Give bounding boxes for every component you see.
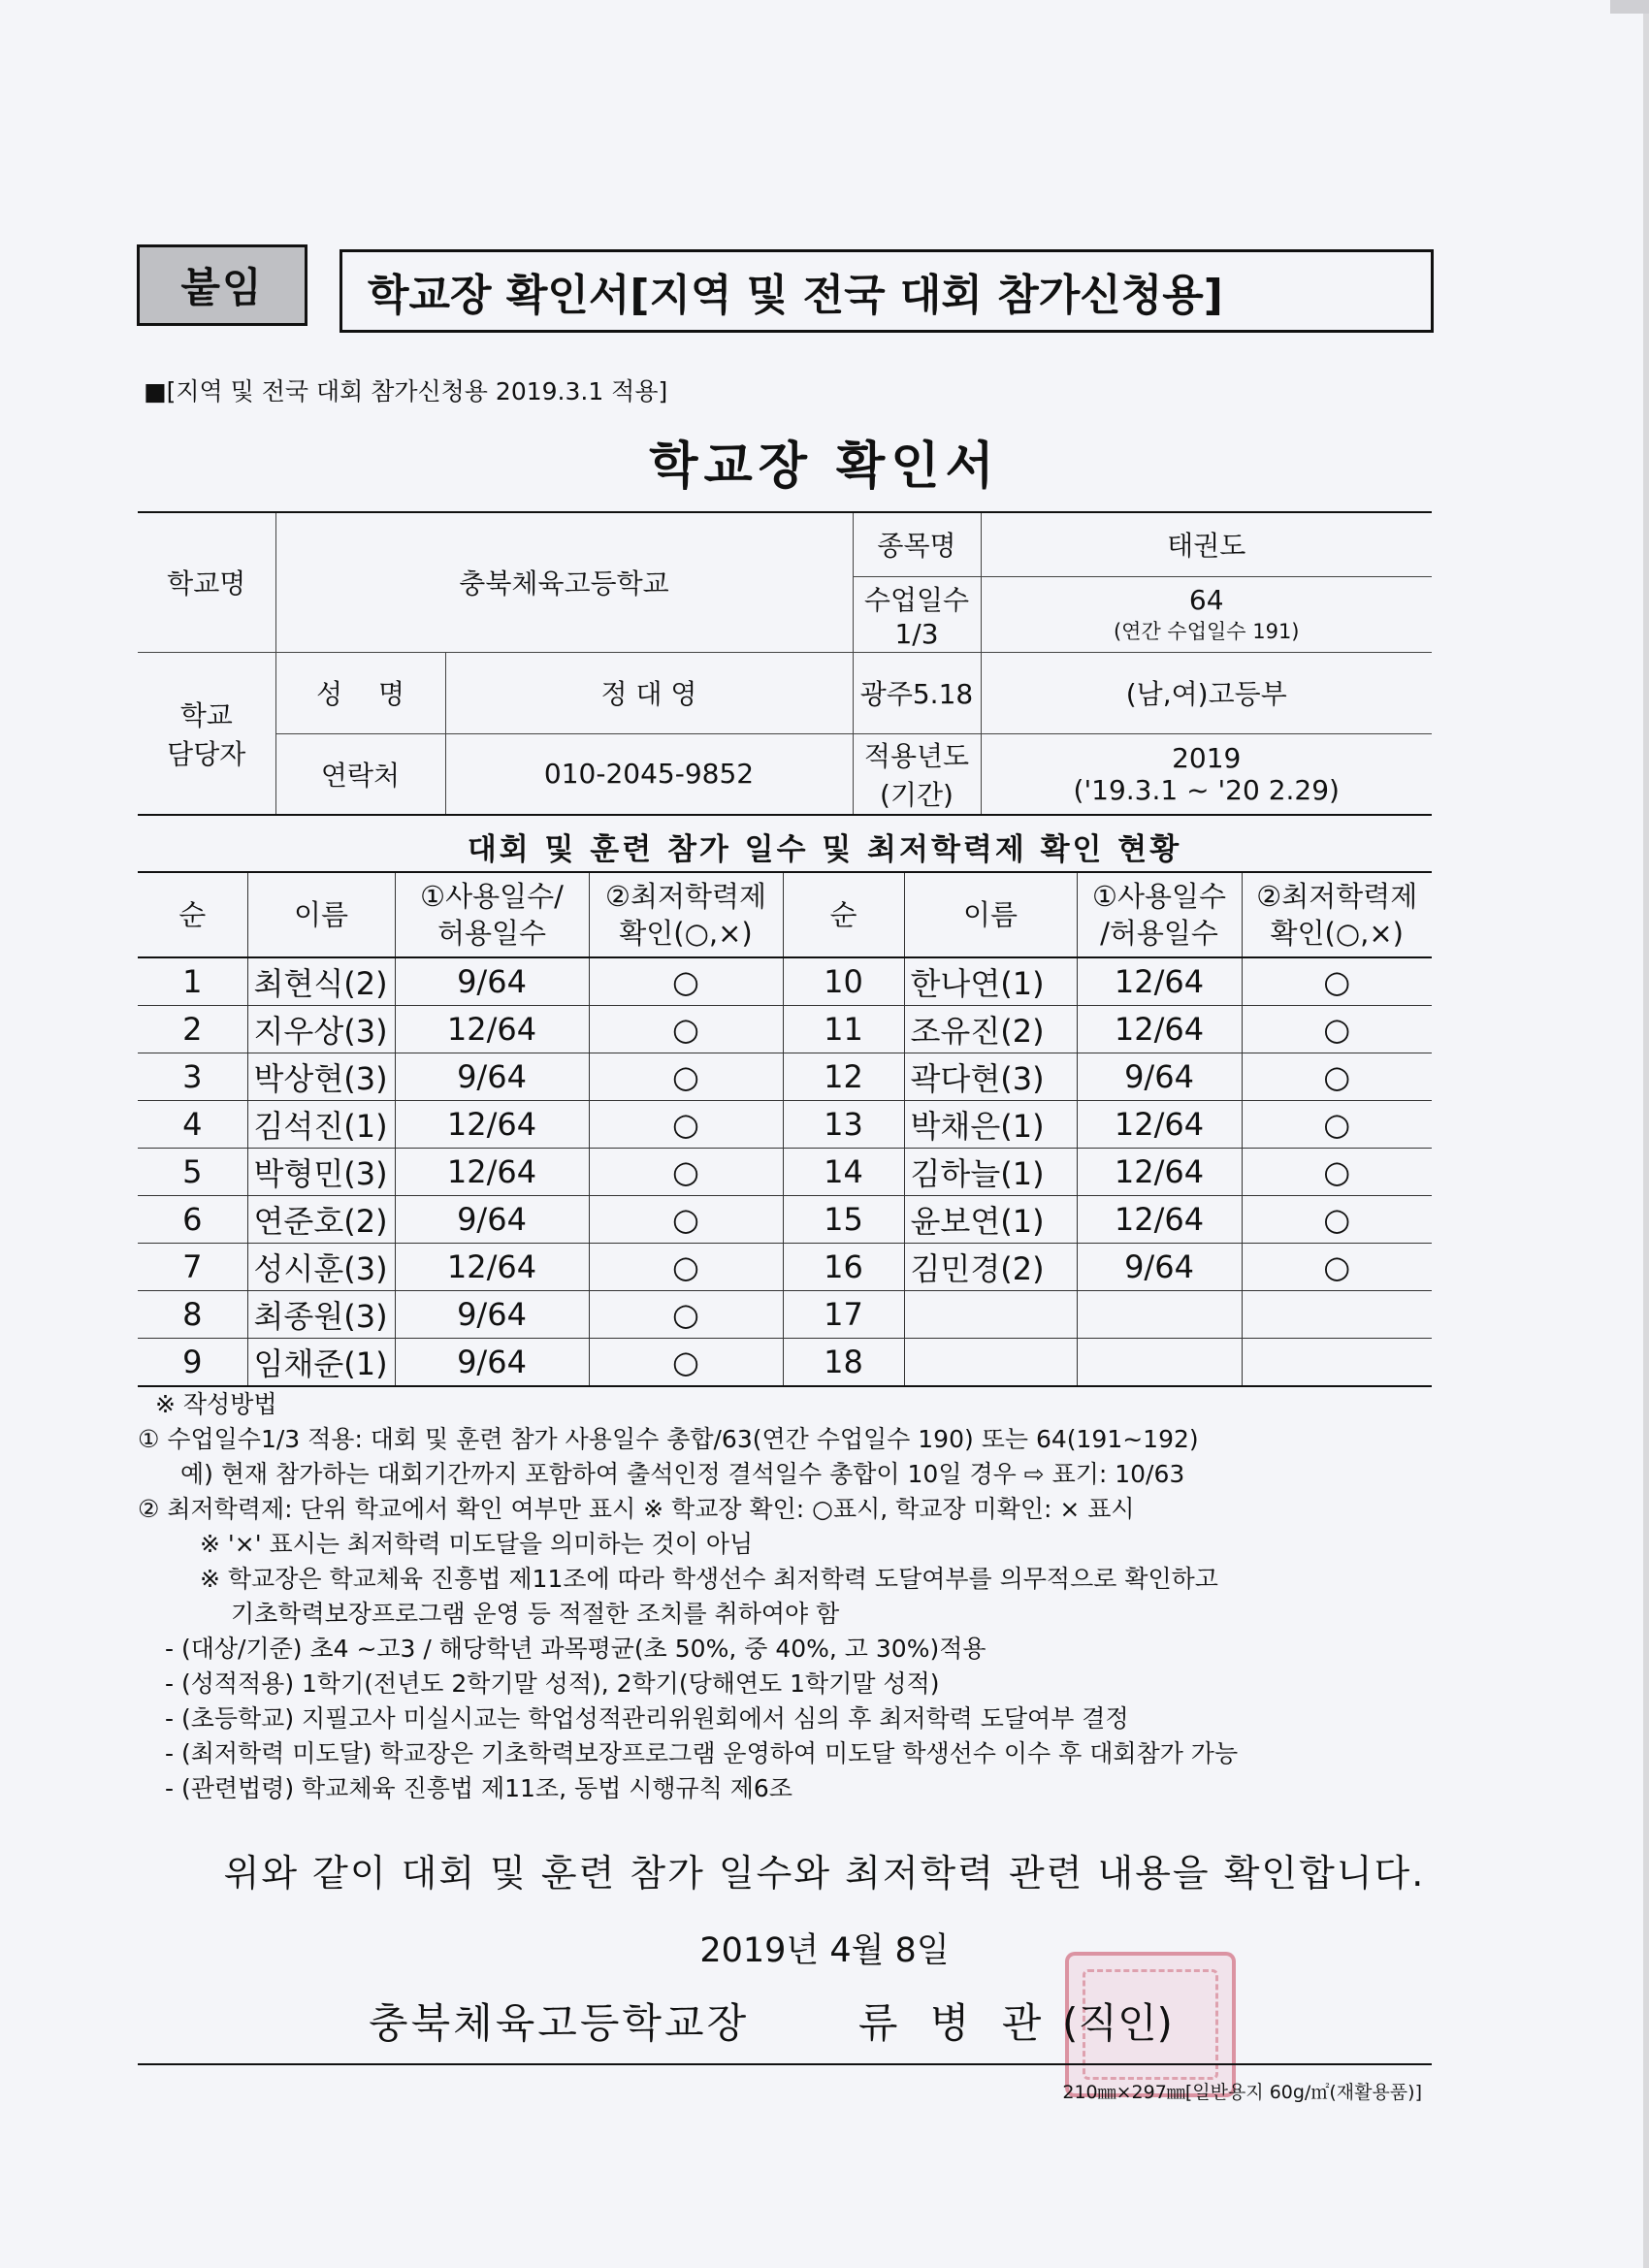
- contact-label-line1: 학교: [179, 698, 233, 731]
- row-no-right: 10: [783, 957, 904, 1006]
- header-days-right-line2: /허용일수: [1100, 917, 1218, 950]
- school-info-table: [138, 511, 1432, 816]
- min-academic-check-right: ○: [1242, 1006, 1432, 1053]
- roster-row: [138, 1196, 1432, 1244]
- header-check-line1: ②최저학력제: [604, 880, 767, 913]
- header-days-line1: ①사용일수/: [420, 880, 564, 913]
- row-no-right: 18: [783, 1339, 904, 1387]
- student-name-right: [904, 1339, 1077, 1387]
- signer-name: 류 병 관: [857, 1999, 1045, 2047]
- seal-label: (직인): [1062, 1999, 1173, 2047]
- guide-line: ② 최저학력제: 단위 학교에서 확인 여부만 표시 ※ 학교장 확인: ○표시, 학교장 미확인: × 표시: [138, 1495, 1135, 1523]
- row-no: 7: [138, 1244, 247, 1291]
- row-no-right: 17: [783, 1291, 904, 1339]
- student-name: 연준호(2): [247, 1196, 395, 1244]
- signer-school: 충북체육고등학교장: [369, 1999, 750, 2047]
- used-days: 9/64: [395, 1291, 589, 1339]
- days-label-line2: 1/3: [894, 617, 939, 650]
- contact-label-line2: 담당자: [167, 737, 246, 770]
- days-label: [853, 576, 981, 652]
- min-academic-check: ○: [589, 1291, 783, 1339]
- guide-line: - (최저학력 미도달) 학교장은 기초학력보장프로그램 운영하여 미도달 학생선수 이수 후 대회참가 가능: [165, 1739, 1239, 1767]
- min-academic-check: ○: [589, 1196, 783, 1244]
- confirmation-statement: 위와 같이 대회 및 훈련 참가 일수와 최저학력 관련 내용을 확인합니다.: [223, 1852, 1426, 1895]
- roster-row: [138, 1339, 1432, 1387]
- competition-label: 광주5.18: [853, 652, 981, 733]
- year-label-line1: 적용년도: [863, 739, 970, 772]
- used-days-right: [1077, 1291, 1242, 1339]
- used-days-right: [1077, 1339, 1242, 1387]
- row-no-right: 12: [783, 1053, 904, 1101]
- year-label: [853, 733, 981, 815]
- roster-header-row: [138, 872, 1432, 957]
- footer-rule: [138, 2063, 1432, 2065]
- name-value: 정 대 영: [445, 652, 853, 733]
- sub-note: ■[지역 및 전국 대회 참가신청용 2019.3.1 적용]: [144, 377, 668, 405]
- header-name-right: 이름: [904, 872, 1077, 957]
- used-days-right: 9/64: [1077, 1244, 1242, 1291]
- used-days-right: 12/64: [1077, 1149, 1242, 1196]
- min-academic-check: ○: [589, 1149, 783, 1196]
- row-no-right: 13: [783, 1101, 904, 1149]
- year-value: [981, 733, 1432, 815]
- phone-value: 010-2045-9852: [445, 733, 853, 815]
- row-no: 6: [138, 1196, 247, 1244]
- used-days: 9/64: [395, 1053, 589, 1101]
- paper-spec: 210㎜×297㎜[일반용지 60g/㎡(재활용품)]: [1062, 2082, 1422, 2103]
- min-academic-check: ○: [589, 957, 783, 1006]
- used-days: 12/64: [395, 1101, 589, 1149]
- roster-row: [138, 1291, 1432, 1339]
- row-no: 5: [138, 1149, 247, 1196]
- min-academic-check-right: ○: [1242, 1149, 1432, 1196]
- guide-line: ※ 학교장은 학교체육 진흥법 제11조에 따라 학생선수 최저학력 도달여부를 의무적으로 확인하고: [200, 1565, 1218, 1593]
- min-academic-check-right: ○: [1242, 1053, 1432, 1101]
- student-name: 김석진(1): [247, 1101, 395, 1149]
- name-label: 성 명: [275, 652, 445, 733]
- school-value: 충북체육고등학교: [275, 512, 853, 652]
- min-academic-check-right: [1242, 1291, 1432, 1339]
- roster-row: [138, 1053, 1432, 1101]
- student-name-right: 김민경(2): [904, 1244, 1077, 1291]
- row-no: 9: [138, 1339, 247, 1387]
- sport-label: 종목명: [853, 512, 981, 576]
- days-label-line1: 수업일수: [863, 583, 970, 616]
- min-academic-check: ○: [589, 1339, 783, 1387]
- guide-line: - (대상/기준) 초4 ~고3 / 해당학년 과목평균(초 50%, 중 40%, 고 30%)적용: [165, 1635, 986, 1663]
- header-no: 순: [138, 872, 247, 957]
- used-days-right: 12/64: [1077, 957, 1242, 1006]
- student-name-right: 한나연(1): [904, 957, 1077, 1006]
- used-days-right: 12/64: [1077, 1196, 1242, 1244]
- row-no: 3: [138, 1053, 247, 1101]
- student-name-right: 곽다현(3): [904, 1053, 1077, 1101]
- days-number: 64: [1188, 583, 1224, 616]
- row-no-right: 15: [783, 1196, 904, 1244]
- header-days-line2: 허용일수: [436, 917, 547, 950]
- guide-line: ① 수업일수1/3 적용: 대회 및 훈련 참가 사용일수 총합/63(연간 수업일수 190) 또는 64(191~192): [138, 1425, 1199, 1453]
- header-name: 이름: [247, 872, 395, 957]
- scan-edge-top: [1610, 0, 1649, 14]
- header-check-right: [1242, 872, 1432, 957]
- header-days-right-line1: ①사용일수: [1091, 880, 1227, 913]
- used-days: 12/64: [395, 1006, 589, 1053]
- used-days: 9/64: [395, 957, 589, 1006]
- used-days: 9/64: [395, 1339, 589, 1387]
- roster-row: [138, 1149, 1432, 1196]
- school-label: 학교명: [138, 512, 275, 652]
- section-title: 대회 및 훈련 참가 일수 및 최저학력제 확인 현황: [467, 832, 1182, 867]
- used-days: 12/64: [395, 1149, 589, 1196]
- min-academic-check-right: ○: [1242, 1101, 1432, 1149]
- used-days-right: 9/64: [1077, 1053, 1242, 1101]
- roster-row: [138, 1101, 1432, 1149]
- contact-label: [138, 652, 275, 815]
- min-academic-check-right: ○: [1242, 957, 1432, 1006]
- min-academic-check: ○: [589, 1053, 783, 1101]
- header-days: [395, 872, 589, 957]
- student-name-right: 조유진(2): [904, 1006, 1077, 1053]
- writing-guide: [138, 1387, 1438, 1806]
- used-days-right: 12/64: [1077, 1006, 1242, 1053]
- roster-table: [138, 871, 1432, 1387]
- student-name: 박상현(3): [247, 1053, 395, 1101]
- min-academic-check: ○: [589, 1244, 783, 1291]
- header-title: 학교장 확인서[지역 및 전국 대회 참가신청용]: [340, 249, 1434, 333]
- roster-row: [138, 1006, 1432, 1053]
- issue-date: 2019년 4월 8일: [699, 1931, 950, 1970]
- student-name: 최현식(2): [247, 957, 395, 1006]
- sport-value: 태권도: [981, 512, 1432, 576]
- min-academic-check-right: [1242, 1339, 1432, 1387]
- days-note: (연간 수업일수 191): [1113, 619, 1300, 643]
- header-check-right-line2: 확인(○,×): [1270, 917, 1404, 950]
- attachment-label: 붙임: [137, 244, 307, 326]
- student-name-right: 김하늘(1): [904, 1149, 1077, 1196]
- student-name-right: 윤보연(1): [904, 1196, 1077, 1244]
- row-no-right: 14: [783, 1149, 904, 1196]
- used-days-right: 12/64: [1077, 1101, 1242, 1149]
- min-academic-check-right: ○: [1242, 1244, 1432, 1291]
- header-check: [589, 872, 783, 957]
- days-value: [981, 576, 1432, 652]
- guide-line: 예) 현재 참가하는 대회기간까지 포함하여 출석인정 결석일수 총합이 10일 경우 ⇨ 표기: 10/63: [180, 1460, 1185, 1488]
- student-name-right: [904, 1291, 1077, 1339]
- student-name: 성시훈(3): [247, 1244, 395, 1291]
- row-no-right: 16: [783, 1244, 904, 1291]
- student-name-right: 박채은(1): [904, 1101, 1077, 1149]
- row-no: 4: [138, 1101, 247, 1149]
- roster-row: [138, 957, 1432, 1006]
- guide-line: - (성적적용) 1학기(전년도 2학기말 성적), 2학기(당해연도 1학기말 성적): [165, 1669, 940, 1698]
- guide-heading: ※ 작성방법: [155, 1390, 277, 1418]
- student-name: 박형민(3): [247, 1149, 395, 1196]
- document-title: 학교장 확인서: [649, 437, 1000, 496]
- header-no-right: 순: [783, 872, 904, 957]
- phone-label: 연락처: [275, 733, 445, 815]
- row-no: 1: [138, 957, 247, 1006]
- row-no-right: 11: [783, 1006, 904, 1053]
- signer: [369, 1992, 1044, 2050]
- year-period: ('19.3.1 ~ '20 2.29): [1073, 773, 1340, 806]
- row-no: 2: [138, 1006, 247, 1053]
- header-check-right-line1: ②최저학력제: [1256, 880, 1418, 913]
- year-label-line2: (기간): [880, 778, 954, 811]
- used-days: 12/64: [395, 1244, 589, 1291]
- guide-line: 기초학력보장프로그램 운영 등 적절한 조치를 취하여야 함: [231, 1600, 840, 1628]
- header-check-line2: 확인(○,×): [619, 917, 753, 950]
- student-name: 지우상(3): [247, 1006, 395, 1053]
- guide-line: - (초등학교) 지필고사 미실시교는 학업성적관리위원회에서 심의 후 최저학력 도달여부 결정: [165, 1704, 1129, 1733]
- header-days-right: [1077, 872, 1242, 957]
- min-academic-check: ○: [589, 1101, 783, 1149]
- min-academic-check-right: ○: [1242, 1196, 1432, 1244]
- roster-row: [138, 1244, 1432, 1291]
- competition-value: (남,여)고등부: [981, 652, 1432, 733]
- student-name: 최종원(3): [247, 1291, 395, 1339]
- guide-line: - (관련법령) 학교체육 진흥법 제11조, 동법 시행규칙 제6조: [165, 1774, 792, 1802]
- used-days: 9/64: [395, 1196, 589, 1244]
- row-no: 8: [138, 1291, 247, 1339]
- student-name: 임채준(1): [247, 1339, 395, 1387]
- year-number: 2019: [1172, 741, 1242, 774]
- min-academic-check: ○: [589, 1006, 783, 1053]
- guide-line: ※ '×' 표시는 최저학력 미도달을 의미하는 것이 아님: [200, 1530, 754, 1558]
